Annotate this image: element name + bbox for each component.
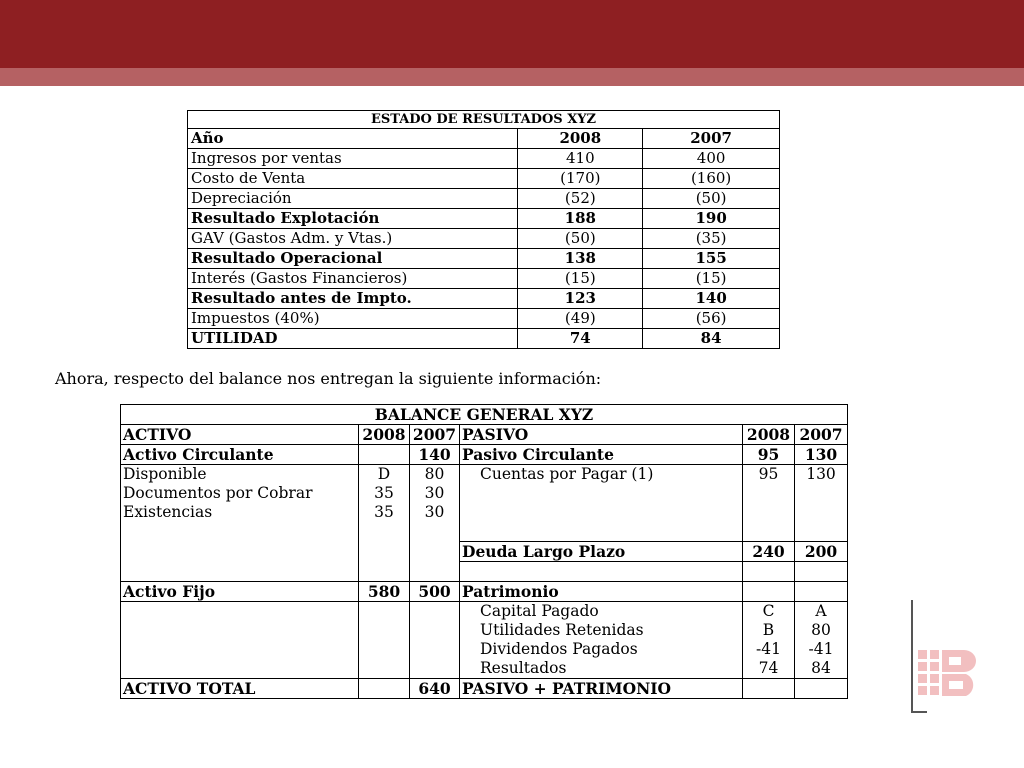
estado-header-row	[188, 129, 780, 149]
row-value-2008: (170)	[518, 169, 643, 189]
empty-cell	[460, 522, 743, 542]
table-row	[188, 269, 780, 289]
intro-text: Ahora, respecto del balance nos entregan la siguiente información:	[55, 369, 602, 388]
row-value-2007: (15)	[643, 269, 780, 289]
row-label: Documentos por Cobrar	[121, 484, 359, 503]
row-value-2007: 140	[410, 445, 460, 465]
row-value-2007: 84	[643, 329, 780, 349]
row-value-2007: 200	[795, 542, 848, 562]
table-row	[188, 309, 780, 329]
row-value-2007: 130	[795, 465, 848, 485]
empty-cell	[121, 562, 359, 582]
empty-cell	[359, 602, 410, 622]
table-row	[121, 659, 848, 679]
row-value-2008: 95	[743, 445, 795, 465]
empty-cell	[121, 602, 359, 622]
table-row	[188, 149, 780, 169]
row-label: Utilidades Retenidas	[460, 621, 743, 640]
empty-cell	[410, 659, 460, 679]
empty-cell	[795, 582, 848, 602]
row-label: Costo de Venta	[188, 169, 518, 189]
empty-cell	[121, 522, 359, 542]
row-value-2008: 74	[743, 659, 795, 679]
table-row	[121, 602, 848, 622]
table-row	[121, 484, 848, 503]
table-row	[188, 249, 780, 269]
table-row	[121, 542, 848, 562]
empty-cell	[410, 542, 460, 562]
estado-title: ESTADO DE RESULTADOS XYZ	[188, 111, 780, 129]
header-year-2008: 2008	[743, 425, 795, 445]
header-year-2007: 2007	[795, 425, 848, 445]
row-label: Resultado antes de Impto.	[188, 289, 518, 309]
row-label: Resultado Operacional	[188, 249, 518, 269]
table-row	[121, 640, 848, 659]
empty-cell	[359, 659, 410, 679]
table-row	[121, 679, 848, 699]
row-value-2008: 188	[518, 209, 643, 229]
row-value-2008	[359, 445, 410, 465]
empty-cell	[359, 562, 410, 582]
empty-cell	[795, 503, 848, 522]
header-year-2007: 2007	[410, 425, 460, 445]
empty-cell	[410, 522, 460, 542]
row-value-2007: 80	[410, 465, 460, 485]
empty-cell	[121, 542, 359, 562]
empty-cell	[795, 522, 848, 542]
row-value-2008: 35	[359, 503, 410, 522]
empty-cell	[359, 640, 410, 659]
row-value-2008: (15)	[518, 269, 643, 289]
empty-cell	[359, 542, 410, 562]
row-label: Dividendos Pagados	[460, 640, 743, 659]
header-year-2007: 2007	[643, 129, 780, 149]
empty-cell	[359, 679, 410, 699]
table-row	[188, 289, 780, 309]
row-label: Activo Circulante	[121, 445, 359, 465]
row-value-2007: 30	[410, 503, 460, 522]
table-row	[188, 189, 780, 209]
table-row	[188, 329, 780, 349]
row-label: Pasivo Circulante	[460, 445, 743, 465]
header-label: Año	[188, 129, 518, 149]
row-label: UTILIDAD	[188, 329, 518, 349]
empty-cell	[359, 522, 410, 542]
row-value-2008: 95	[743, 465, 795, 485]
row-value-2007: 400	[643, 149, 780, 169]
row-value-2007: 190	[643, 209, 780, 229]
header-pasivo: PASIVO	[460, 425, 743, 445]
row-label: PASIVO + PATRIMONIO	[460, 679, 743, 699]
row-label: Depreciación	[188, 189, 518, 209]
table-row	[121, 522, 848, 542]
header-band-accent	[0, 68, 1024, 86]
row-label: Cuentas por Pagar (1)	[460, 465, 743, 485]
empty-cell	[121, 659, 359, 679]
table-row	[121, 562, 848, 582]
decorative-line	[911, 711, 927, 713]
row-label: Activo Fijo	[121, 582, 359, 602]
empty-cell	[359, 621, 410, 640]
header-activo: ACTIVO	[121, 425, 359, 445]
table-row	[188, 209, 780, 229]
empty-cell	[460, 503, 743, 522]
empty-cell	[743, 562, 795, 582]
row-value-2007: -41	[795, 640, 848, 659]
empty-cell	[743, 679, 795, 699]
balance-header-row	[121, 425, 848, 445]
empty-cell	[743, 582, 795, 602]
row-value-2008: 580	[359, 582, 410, 602]
empty-cell	[121, 640, 359, 659]
estado-resultados-table	[187, 110, 780, 349]
header-band	[0, 0, 1024, 68]
row-value-2007: 84	[795, 659, 848, 679]
row-value-2008: -41	[743, 640, 795, 659]
row-value-2007: 80	[795, 621, 848, 640]
row-label: Deuda Largo Plazo	[460, 542, 743, 562]
row-label: Resultados	[460, 659, 743, 679]
row-label: Disponible	[121, 465, 359, 485]
empty-cell	[410, 602, 460, 622]
row-label: Capital Pagado	[460, 602, 743, 622]
empty-cell	[460, 562, 743, 582]
row-label: Impuestos (40%)	[188, 309, 518, 329]
balance-general-table	[120, 404, 848, 699]
empty-cell	[743, 484, 795, 503]
header-year-2008: 2008	[518, 129, 643, 149]
header-year-2008: 2008	[359, 425, 410, 445]
row-value-2008: C	[743, 602, 795, 622]
row-value-2008: 410	[518, 149, 643, 169]
row-label: ACTIVO TOTAL	[121, 679, 359, 699]
row-value-2007: (50)	[643, 189, 780, 209]
row-value-2007: 640	[410, 679, 460, 699]
row-value-2007: (160)	[643, 169, 780, 189]
empty-cell	[410, 562, 460, 582]
row-label: Ingresos por ventas	[188, 149, 518, 169]
empty-cell	[795, 679, 848, 699]
row-value-2008: 123	[518, 289, 643, 309]
table-row	[121, 445, 848, 465]
decorative-line	[911, 600, 913, 712]
logo-icon	[918, 650, 980, 698]
table-row	[188, 229, 780, 249]
empty-cell	[795, 562, 848, 582]
row-label: Resultado Explotación	[188, 209, 518, 229]
empty-cell	[743, 503, 795, 522]
row-value-2007: 140	[643, 289, 780, 309]
empty-cell	[410, 621, 460, 640]
balance-title: BALANCE GENERAL XYZ	[121, 405, 848, 425]
row-value-2007: 155	[643, 249, 780, 269]
table-row	[121, 503, 848, 522]
row-label: GAV (Gastos Adm. y Vtas.)	[188, 229, 518, 249]
table-row	[188, 169, 780, 189]
row-value-2007: (56)	[643, 309, 780, 329]
empty-cell	[743, 522, 795, 542]
row-value-2007: 30	[410, 484, 460, 503]
empty-cell	[121, 621, 359, 640]
row-value-2008: D	[359, 465, 410, 485]
row-value-2008: 74	[518, 329, 643, 349]
row-label: Existencias	[121, 503, 359, 522]
row-value-2008: B	[743, 621, 795, 640]
row-value-2008: 35	[359, 484, 410, 503]
table-row	[121, 621, 848, 640]
empty-cell	[460, 484, 743, 503]
row-value-2008: 240	[743, 542, 795, 562]
table-row	[121, 582, 848, 602]
row-value-2008: (49)	[518, 309, 643, 329]
row-value-2008: 138	[518, 249, 643, 269]
row-label: Interés (Gastos Financieros)	[188, 269, 518, 289]
row-value-2007: 130	[795, 445, 848, 465]
empty-cell	[795, 484, 848, 503]
row-value-2008: (50)	[518, 229, 643, 249]
table-row	[121, 465, 848, 485]
row-value-2007: (35)	[643, 229, 780, 249]
row-value-2007: 500	[410, 582, 460, 602]
row-value-2008: (52)	[518, 189, 643, 209]
row-label: Patrimonio	[460, 582, 743, 602]
row-value-2007: A	[795, 602, 848, 622]
empty-cell	[410, 640, 460, 659]
